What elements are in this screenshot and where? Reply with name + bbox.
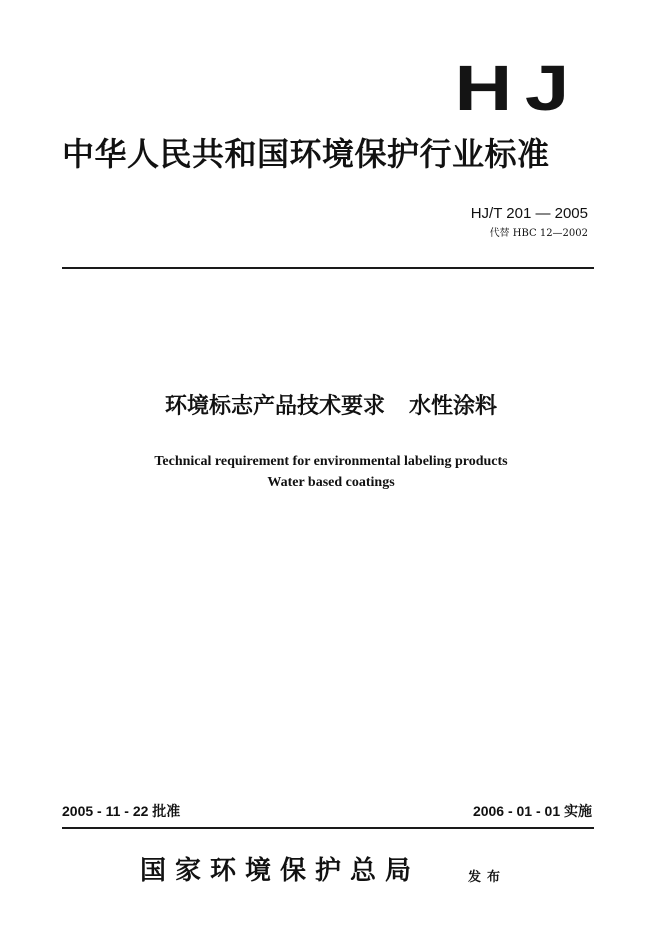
hj-logo: HJ (454, 52, 582, 124)
implementation-date: 2006 - 01 - 01 实施 (472, 803, 592, 819)
footer-divider (62, 827, 594, 829)
document-title (0, 396, 662, 418)
issuing-authority: 国家环境保护总局 (140, 856, 421, 886)
document-title-main: 环境标志产品技术要求 (164, 394, 385, 419)
approval-date: 2005 - 11 - 22 批准 (62, 803, 181, 819)
document-title-sub: 水性涂料 (409, 394, 498, 419)
header-divider (62, 267, 594, 269)
publish-label: 发布 (468, 870, 507, 885)
english-title: Technical requirement for environmental labeling products (154, 454, 508, 469)
standard-category-title: 中华人民共和国环境保护行业标准 (62, 135, 550, 173)
standard-number: HJ/T 201 — 2005 (470, 205, 588, 222)
english-subtitle: Water based coatings (267, 475, 395, 490)
replaces-note: 代替 HBC 12—2002 (489, 228, 588, 239)
